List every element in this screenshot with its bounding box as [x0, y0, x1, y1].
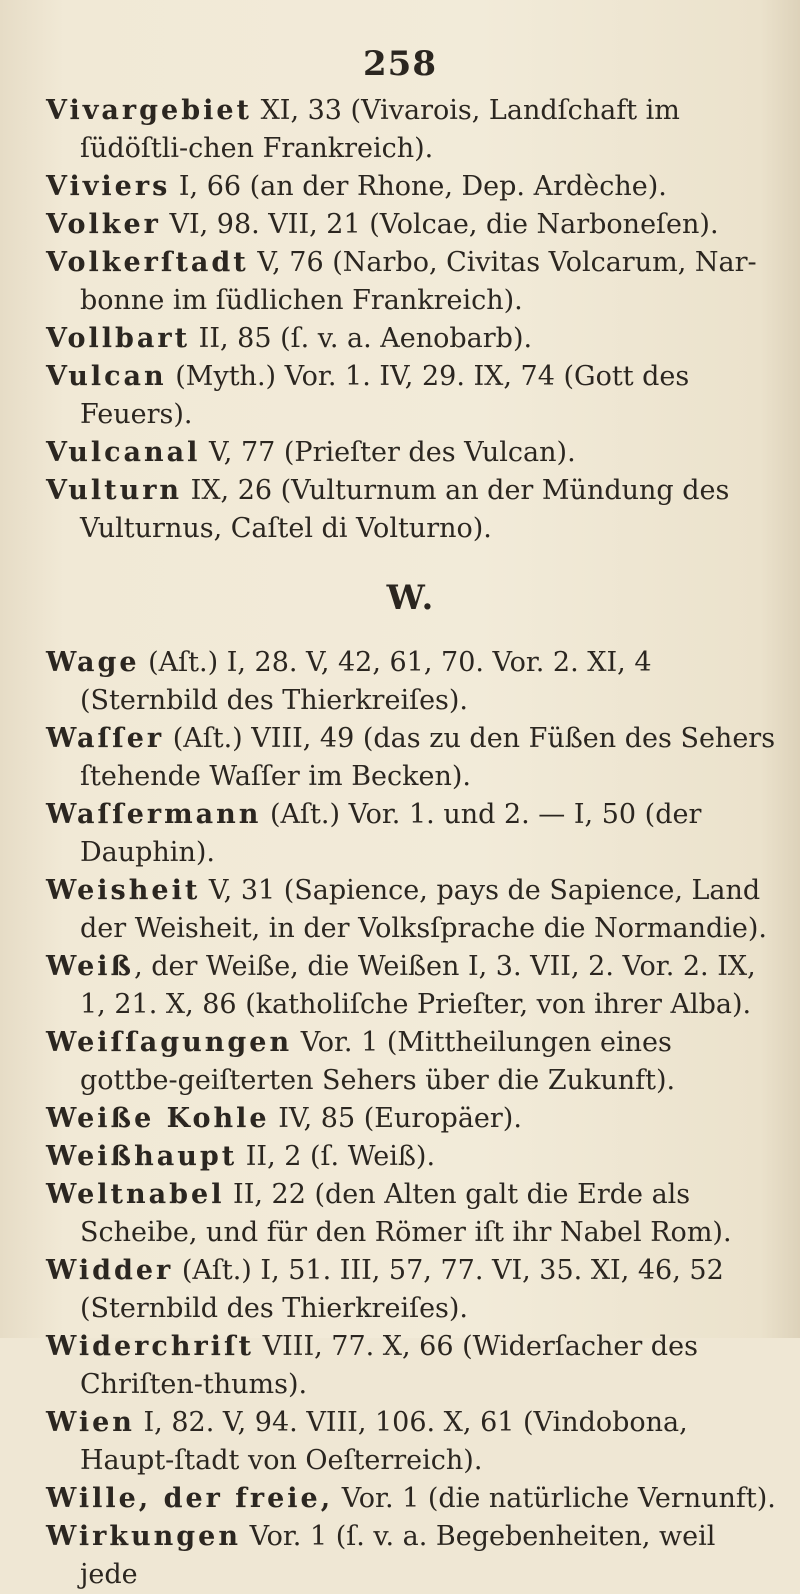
- entry-text: V, 31 (Sapience, pays de Sapience, Land der Weisheit, in der Volksſprache die Normandie).: [80, 875, 767, 944]
- index-entry: [46, 1138, 776, 1176]
- index-entry: [46, 1024, 776, 1100]
- entry-text: VI, 98. VII, 21 (Volcae, die Narboneſen).: [160, 209, 719, 240]
- entry-head: Weltnabel: [46, 1179, 225, 1210]
- entry-text: Vor. 1 (ſ. v. a. Begebenheiten, weil jede: [80, 1521, 716, 1590]
- entry-head: Vivargebiet: [46, 95, 252, 126]
- entry-head: Weiße Kohle: [46, 1103, 270, 1134]
- entry-head: Vollbart: [46, 323, 191, 354]
- index-entry: [46, 872, 776, 948]
- entry-text: II, 85 (ſ. v. a. Aenobarb).: [190, 323, 533, 354]
- index-entry: [46, 1328, 776, 1404]
- entry-text: (Myth.) Vor. 1. IV, 29. IX, 74 (Gott des Feuers).: [80, 361, 690, 430]
- index-entry: [46, 1176, 776, 1252]
- entry-head: Widder: [46, 1255, 174, 1286]
- entry-text: Vor. 1 (Mittheilungen eines gottbe-geiſterten Sehers über die Zukunft).: [80, 1027, 676, 1096]
- entry-text: Vor. 1 (die natürliche Vernunft).: [333, 1483, 776, 1514]
- index-entries: [46, 92, 776, 1594]
- index-entry: [46, 1480, 776, 1518]
- entry-head: Volkerſtadt: [46, 247, 249, 278]
- entry-head: Wirkungen: [46, 1521, 241, 1552]
- entry-text: II, 22 (den Alten galt die Erde als Scheibe, und für den Römer iſt ihr Nabel Rom).: [80, 1179, 732, 1248]
- entry-text: (Aſt.) I, 51. III, 57, 77. VI, 35. XI, 46, 52 (Sternbild des Thierkreiſes).: [80, 1255, 724, 1324]
- entry-head: Weiß: [46, 951, 135, 982]
- entry-head: Weißhaupt: [46, 1141, 238, 1172]
- index-entry: [46, 92, 776, 168]
- entries-w-group: [46, 644, 776, 1594]
- section-heading-w: W.: [386, 578, 436, 618]
- entry-head: Waſſermann: [46, 799, 262, 830]
- entry-text: I, 66 (an der Rhone, Dep. Ardèche).: [170, 171, 667, 202]
- index-entry: [46, 948, 776, 1024]
- entry-head: Wage: [46, 647, 140, 678]
- entry-head: Widerchriſt: [46, 1331, 255, 1362]
- entry-text: , der Weiße, die Weißen I, 3. VII, 2. Vor. 2. IX, 1, 21. X, 86 (katholiſche Prieſter, von ihrer Alba).: [80, 951, 756, 1020]
- entry-text: XI, 33 (Vivarois, Landſchaft im ſüdöſtli-chen Frankreich).: [80, 95, 680, 164]
- entry-text: (Aſt.) I, 28. V, 42, 61, 70. Vor. 2. XI, 4 (Sternbild des Thierkreiſes).: [80, 647, 652, 716]
- index-entry: [46, 434, 776, 472]
- index-entry: [46, 1252, 776, 1328]
- entry-text: VIII, 77. X, 66 (Widerſacher des Chriſten-thums).: [80, 1331, 698, 1400]
- index-entry: [46, 1404, 776, 1480]
- index-entry: [46, 644, 776, 720]
- index-entry: [46, 168, 776, 206]
- entry-text: V, 77 (Prieſter des Vulcan).: [200, 437, 576, 468]
- entry-head: Vulcanal: [46, 437, 201, 468]
- entry-head: Vulcan: [46, 361, 167, 392]
- index-entry: [46, 1100, 776, 1138]
- index-entry: [46, 320, 776, 358]
- entry-head: Waſſer: [46, 723, 165, 754]
- page-number: 258: [363, 44, 437, 84]
- entry-text: IX, 26 (Vulturnum an der Mündung des Vulturnus, Caſtel di Volturno).: [80, 475, 730, 544]
- index-entry: [46, 244, 776, 320]
- entry-text: I, 82. V, 94. VIII, 106. X, 61 (Vindobona, Haupt-ſtadt von Oeſterreich).: [80, 1407, 688, 1476]
- entry-text: IV, 85 (Europäer).: [269, 1103, 522, 1134]
- index-entry: [46, 796, 776, 872]
- index-entry: [46, 206, 776, 244]
- index-entry: [46, 358, 776, 434]
- entry-head: Wien: [46, 1407, 135, 1438]
- entries-v-group: [46, 92, 776, 548]
- index-entry: [46, 472, 776, 548]
- entry-head: Viviers: [46, 171, 171, 202]
- index-entry: [46, 720, 776, 796]
- entry-text: (Aſt.) Vor. 1. und 2. — I, 50 (der Dauphin).: [80, 799, 702, 868]
- index-entry: [46, 1518, 776, 1594]
- entry-head: Volker: [46, 209, 161, 240]
- entry-head: Weiſſagungen: [46, 1027, 293, 1058]
- entry-text: II, 2 (ſ. Weiß).: [237, 1141, 436, 1172]
- entry-head: Vulturn: [46, 475, 183, 506]
- entry-text: V, 76 (Narbo, Civitas Volcarum, Nar-bonne im ſüdlichen Frankreich).: [80, 247, 757, 316]
- entry-text: (Aſt.) VIII, 49 (das zu den Füßen des Sehers ſtehende Waſſer im Becken).: [80, 723, 776, 792]
- entry-head: Wille, der freie,: [46, 1483, 334, 1514]
- entry-head: Weisheit: [46, 875, 201, 906]
